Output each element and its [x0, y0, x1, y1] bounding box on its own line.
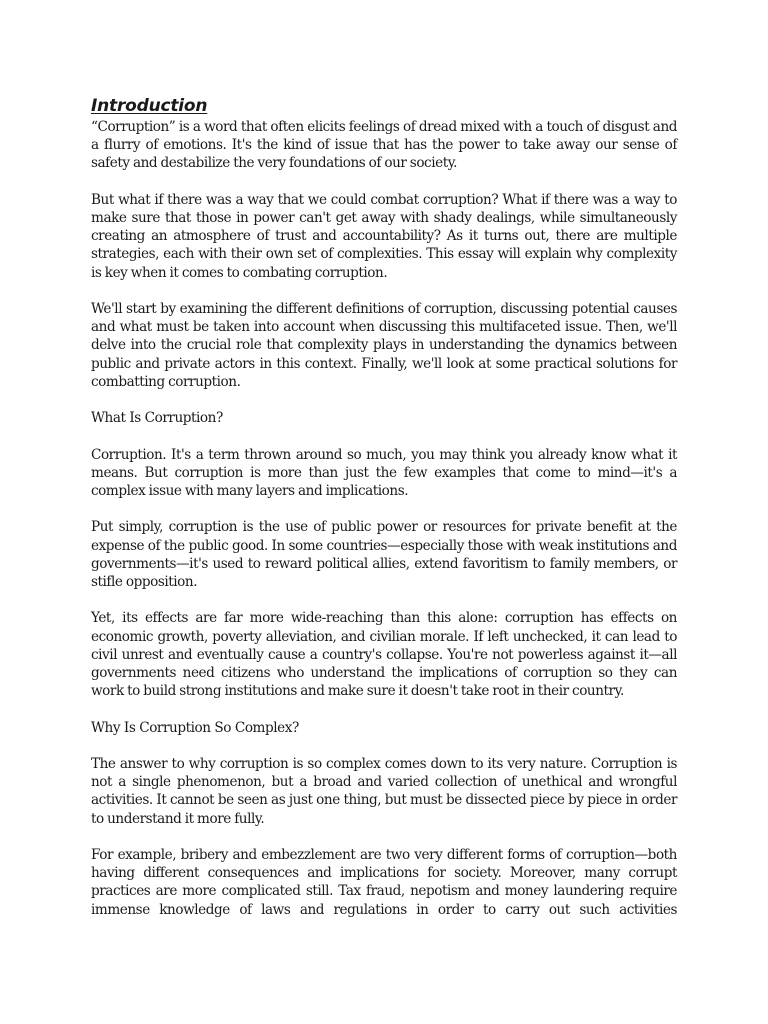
- document-page: [91, 95, 677, 919]
- paragraph-intro-3: We'll start by examining the different definitions of corruption, discussing potential causes and what must be taken into account when discussing this multifaceted issue. Then, we'll delve into the crucial role that complexity plays in understanding the dynamics between public and private actors in this context. Finally, we'll look at some practical solutions for combatting corruption.: [91, 301, 677, 390]
- document-title: Introduction: [91, 96, 208, 116]
- section-heading-why-complex: Why Is Corruption So Complex?: [91, 719, 299, 736]
- paragraph-intro-2: But what if there was a way that we could combat corruption? What if there was a way to make sure that those in power can't get away with shady dealings, while simultaneously creating an atmosphere of trust and accountability? As it turns out, there are multiple strategies, each with their own set of complexities. This essay will explain why complexity is key when it comes to combating corruption.: [91, 191, 677, 281]
- paragraph-definition-1: Corruption. It's a term thrown around so much, you may think you already know what it means. But corruption is more than just the few examples that come to mind—it's a complex issue with many layers and implications.: [91, 446, 677, 499]
- section-heading-what-is-corruption: What Is Corruption?: [91, 410, 223, 427]
- paragraph-definition-2: Put simply, corruption is the use of public power or resources for private benefit at the expense of the public good. In some countries—especially those with weak institutions and governments—it's used to reward political allies, extend favoritism to family members, or stifle opposition.: [91, 519, 677, 590]
- paragraph-definition-3: Yet, its effects are far more wide-reaching than this alone: corruption has effects on economic growth, poverty alleviation, and civilian morale. If left unchecked, it can lead to civil unrest and eventually cause a country's collapse. You're not powerless against it—all governments need citizens who understand the implications of corruption so they can work to build strong institutions and make sure it doesn't take root in their country.: [91, 610, 677, 700]
- paragraph-intro-1: “Corruption” is a word that often elicits feelings of dread mixed with a touch of disgust and a flurry of emotions. It's the kind of issue that has the power to take away our sense of safety and destabilize the very foundations of our society.: [91, 119, 677, 172]
- paragraph-complexity-1: The answer to why corruption is so complex comes down to its very nature. Corruption is not a single phenomenon, but a broad and varied collection of unethical and wrongful activities. It cannot be seen as just one thing, but must be dissected piece by piece in order to understand it more fully.: [91, 755, 677, 827]
- paragraph-complexity-2: For example, bribery and embezzlement are two very different forms of corruption—both having different consequences and implications for society. Moreover, many corrupt practices are more complicated still. Tax fraud, nepotism and money laundering require immense knowledge of laws and regulations in order to carry out such activities: [91, 846, 677, 918]
